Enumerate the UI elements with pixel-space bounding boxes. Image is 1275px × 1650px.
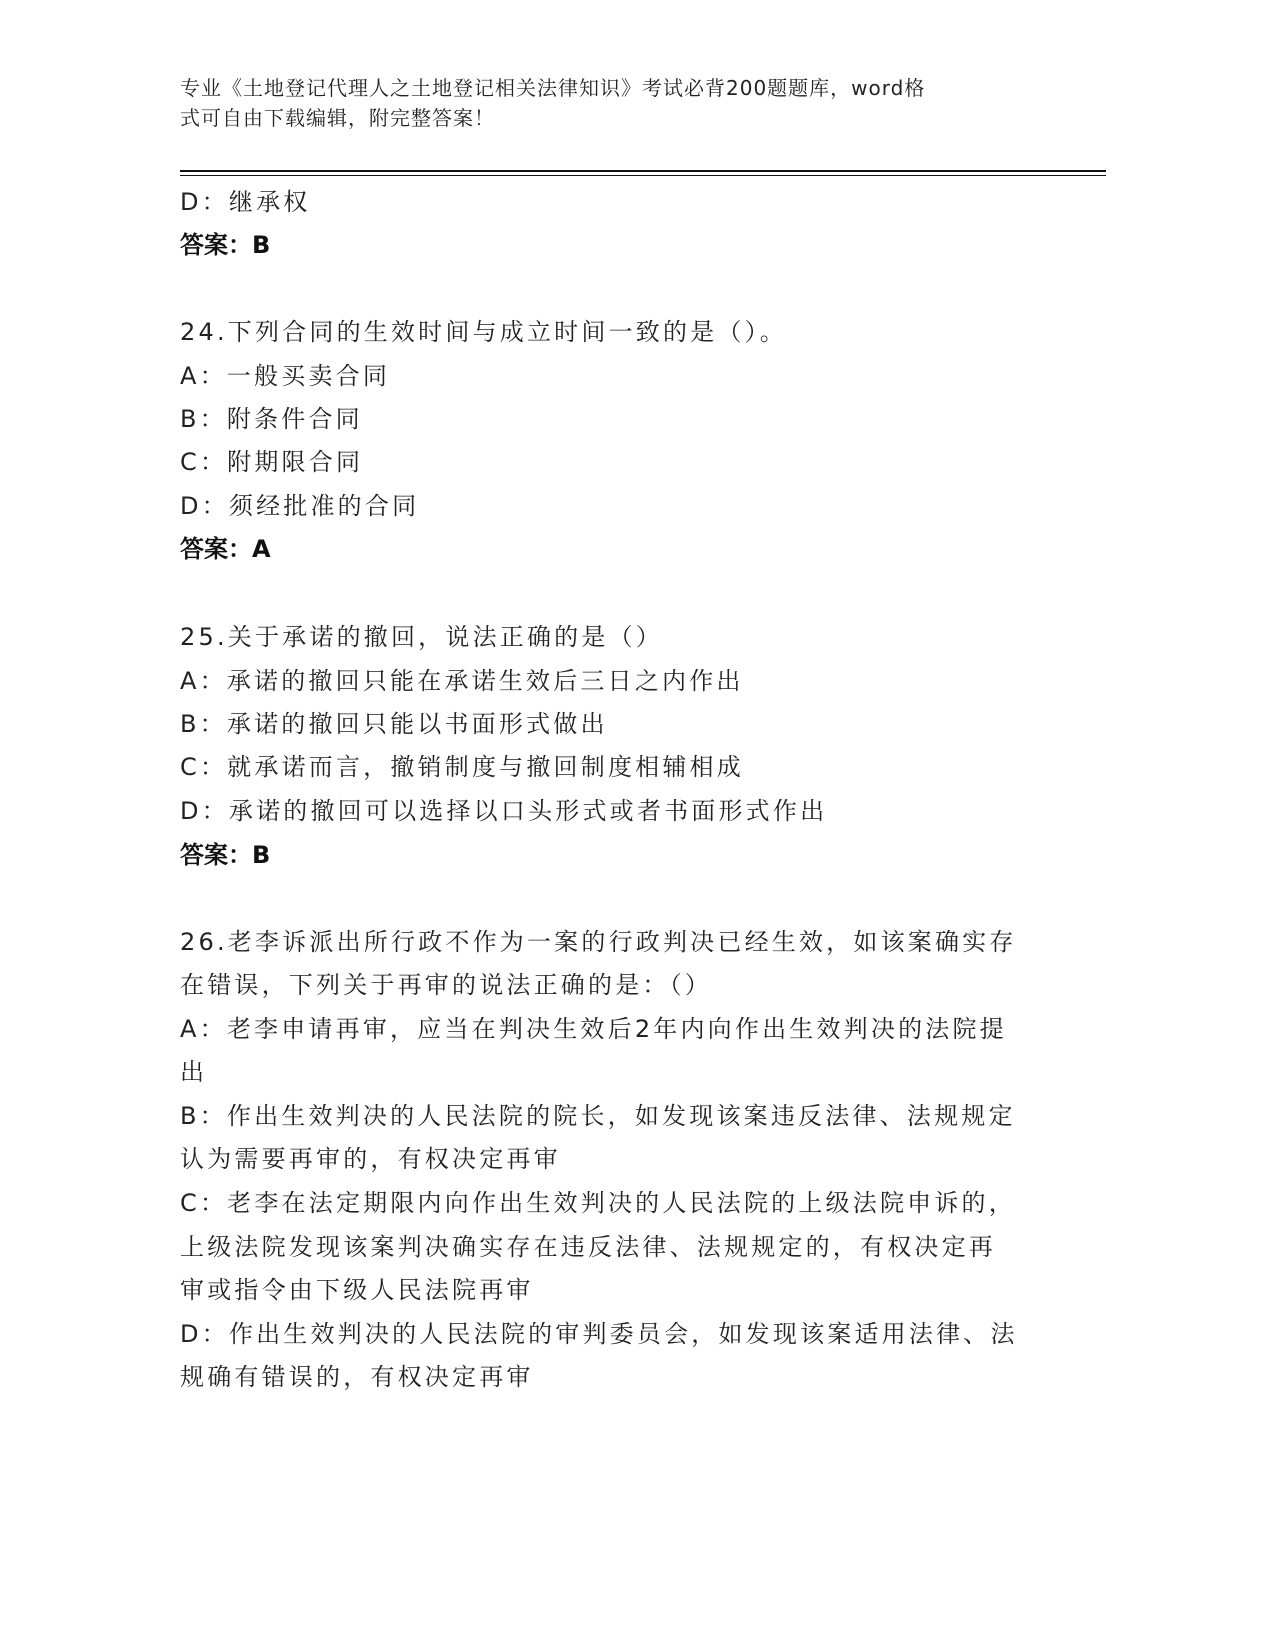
document-header-line-2: 式可自由下载编辑，附完整答案！ (180, 106, 495, 130)
q26-option-b-line-2: 认为需要再审的，有权决定再审 (180, 1145, 561, 1173)
q26-option-a-line-1: A：老李申请再审，应当在判决生效后2年内向作出生效判决的法院提 (180, 1015, 1007, 1043)
q24-answer: 答案：A (180, 535, 271, 563)
q25-option-b: B：承诺的撤回只能以书面形式做出 (180, 710, 608, 738)
document-header-line-1: 专业《土地登记代理人之土地登记相关法律知识》考试必背200题题库，word格 (180, 76, 926, 100)
q26-option-c-line-3: 审或指令由下级人民法院再审 (180, 1276, 534, 1304)
prev-answer: 答案：B (180, 231, 271, 259)
q26-option-c-line-1: C：老李在法定期限内向作出生效判决的人民法院的上级法院申诉的， (180, 1189, 1016, 1217)
q26-stem-line-2: 在错误，下列关于再审的说法正确的是：（） (180, 971, 712, 999)
q26-option-d-line-2: 规确有错误的，有权决定再审 (180, 1363, 534, 1391)
header-divider (180, 170, 1106, 172)
q26-option-b-line-1: B：作出生效判决的人民法院的院长，如发现该案违反法律、法规规定 (180, 1102, 1016, 1130)
q25-answer: 答案：B (180, 841, 271, 869)
prev-option-d: D：继承权 (180, 188, 311, 216)
q25-option-d: D：承诺的撤回可以选择以口头形式或者书面形式作出 (180, 797, 828, 825)
q24-option-b: B：附条件合同 (180, 405, 363, 433)
header-divider-thin (180, 175, 1106, 176)
q26-option-d-line-1: D：作出生效判决的人民法院的审判委员会，如发现该案适用法律、法 (180, 1320, 1018, 1348)
q26-stem-line-1: 26.老李诉派出所行政不作为一案的行政判决已经生效，如该案确实存 (180, 928, 1017, 956)
q26-option-c-line-2: 上级法院发现该案判决确实存在违反法律、法规规定的，有权决定再 (180, 1233, 996, 1261)
q24-option-c: C：附期限合同 (180, 448, 364, 476)
q25-stem: 25.关于承诺的撤回，说法正确的是（） (180, 623, 663, 651)
q26-option-a-line-2: 出 (180, 1058, 208, 1086)
q24-stem: 24.下列合同的生效时间与成立时间一致的是（）。 (180, 318, 787, 346)
q25-option-a: A：承诺的撤回只能在承诺生效后三日之内作出 (180, 667, 744, 695)
q24-option-a: A：一般买卖合同 (180, 362, 391, 390)
q25-option-c: C：就承诺而言，撤销制度与撤回制度相辅相成 (180, 753, 744, 781)
q24-option-d: D：须经批准的合同 (180, 492, 420, 520)
